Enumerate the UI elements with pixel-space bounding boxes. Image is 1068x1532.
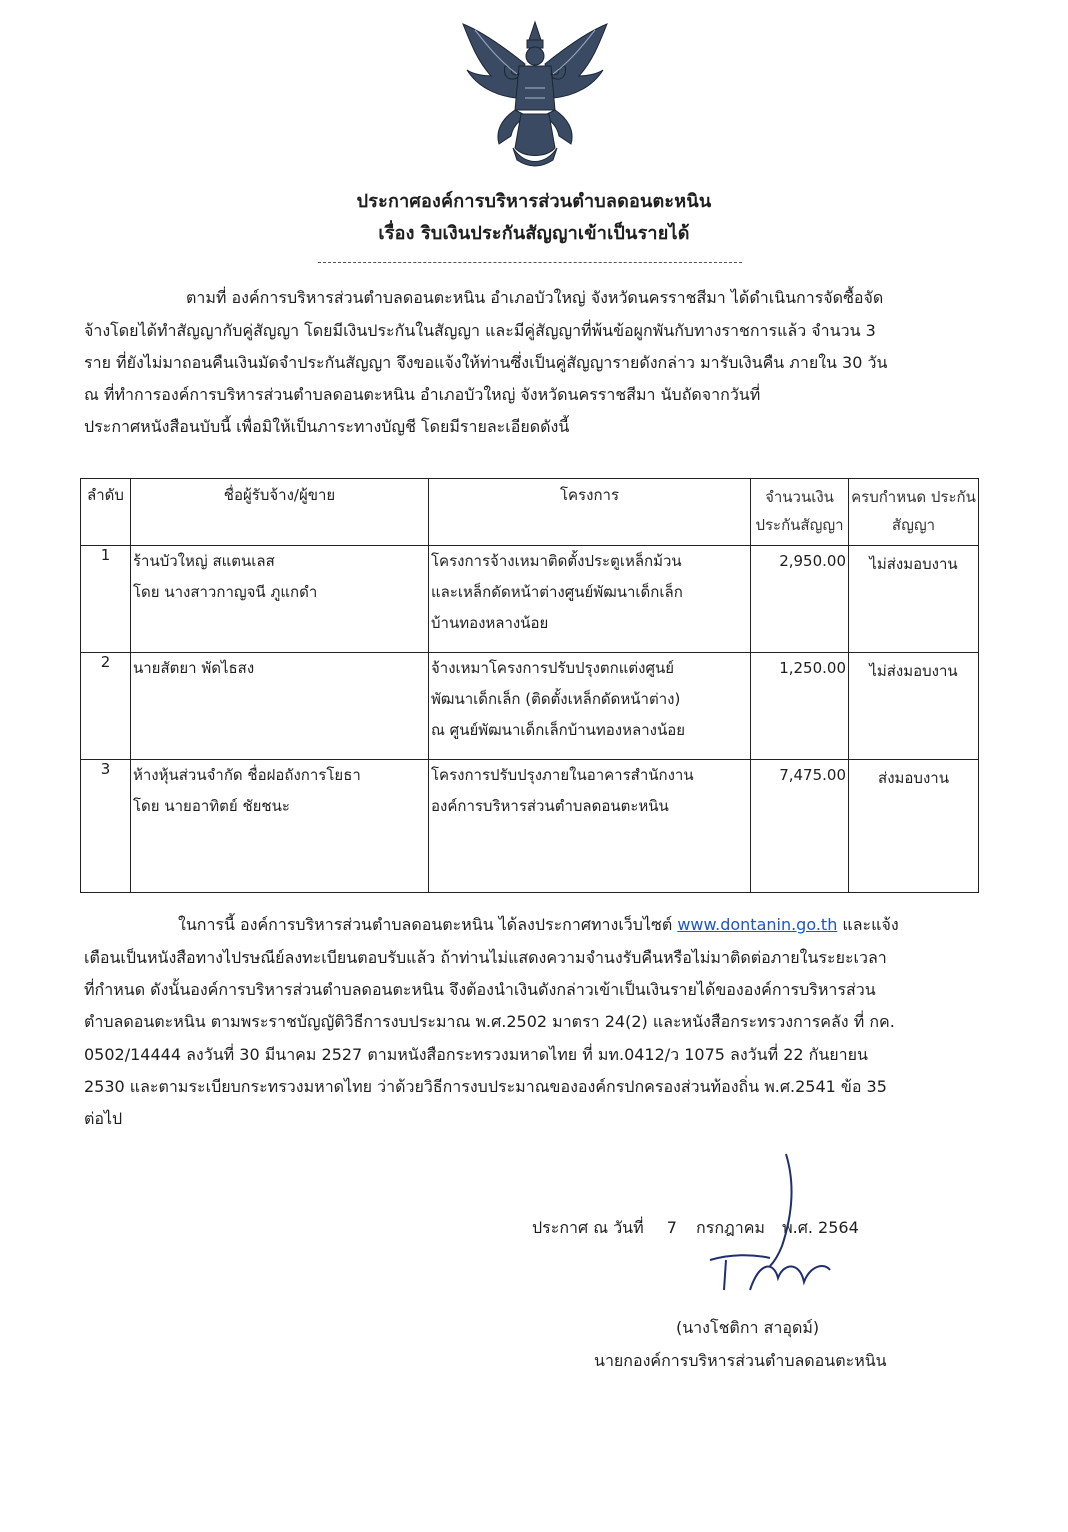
handwritten-signature: [690, 1150, 870, 1300]
table-row: [81, 653, 979, 760]
row-status: ไม่ส่งมอบงาน: [849, 546, 979, 653]
closing-line-5: 0502/14444 ลงวันที่ 30 มีนาคม 2527 ตามหนังสือกระทรวงมหาดไทย ที่ มท.0412/ว 1075 ลงวันที่ 22 กันยายน: [84, 1045, 868, 1064]
project-line: โครงการจ้างเหมาติดตั้งประตูเหล็กม้วน: [431, 552, 682, 570]
project-line: โครงการปรับปรุงภายในอาคารสำนักงาน: [431, 766, 694, 784]
closing-line-7: ต่อไป: [84, 1109, 123, 1128]
table-row: [81, 546, 979, 653]
contractor-line: โดย นายอาทิตย์ ชัยชนะ: [133, 797, 290, 815]
row-status: ส่งมอบงาน: [849, 760, 979, 893]
header-due: [849, 479, 979, 546]
intro-line-1: ตามที่ องค์การบริหารส่วนตำบลดอนตะหนิน อำเภอบัวใหญ่ จังหวัดนครราชสีมา ได้ดำเนินการจัดซื้อจัด: [186, 288, 884, 307]
header-due-line-2: ประกันสัญญา: [891, 488, 976, 534]
intro-line-4: ณ ที่ทำการองค์การบริหารส่วนตำบลดอนตะหนิน อำเภอบัวใหญ่ จังหวัดนครราชสีมา นับถัดจากวันที่: [84, 385, 761, 404]
table-row: [81, 760, 979, 893]
closing-text: และแจ้ง: [837, 915, 899, 934]
project-line: องค์การบริหารส่วนตำบลดอนตะหนิน: [431, 797, 669, 815]
closing-line-1: [178, 910, 899, 940]
row-project: [429, 653, 751, 760]
header-name: ชื่อผู้รับจ้าง/ผู้ขาย: [131, 479, 429, 546]
date-year: พ.ศ. 2564: [782, 1218, 859, 1237]
project-line: บ้านทองหลางน้อย: [431, 614, 549, 632]
signatory-title: นายกองค์การบริหารส่วนตำบลดอนตะหนิน: [594, 1351, 887, 1370]
header-amount-line-2: ประกันสัญญา: [755, 516, 844, 534]
row-no: 3: [81, 760, 131, 893]
row-amount: 7,475.00: [751, 760, 849, 893]
project-line: ณ ศูนย์พัฒนาเด็กเล็กบ้านทองหลางน้อย: [431, 721, 686, 739]
header-project: โครงการ: [429, 479, 751, 546]
row-contractor: [131, 653, 429, 760]
project-line: พัฒนาเด็กเล็ก (ติดตั้งเหล็กดัดหน้าต่าง): [431, 690, 681, 708]
contractor-line: ห้างหุ้นส่วนจำกัด ชื่อฝอถังการโยธา: [133, 766, 361, 784]
header-due-line-1: ครบกำหนด: [851, 488, 927, 506]
announcement-title: ประกาศองค์การบริหารส่วนตำบลดอนตะหนิน: [356, 191, 712, 212]
row-contractor: [131, 546, 429, 653]
table-header-row: [81, 479, 979, 546]
row-amount: 1,250.00: [751, 653, 849, 760]
closing-line-6: 2530 และตามระเบียบกระทรวงมหาดไทย ว่าด้วยวิธีการงบประมาณขององค์กรปกครองส่วนท้องถิ่น พ.ศ.2541 ข้อ 35: [84, 1077, 887, 1096]
header-amount-line-1: จำนวนเงิน: [765, 488, 834, 506]
website-link[interactable]: www.dontanin.go.th: [677, 915, 838, 934]
signatory-name: (นางโชติกา สาอุดม์): [676, 1318, 820, 1337]
closing-line-2: เตือนเป็นหนังสือทางไปรษณีย์ลงทะเบียนตอบรับแล้ว ถ้าท่านไม่แสดงความจำนงรับคืนหรือไม่มาติดต่อภายในระยะเวลา: [84, 948, 887, 967]
project-line: และเหล็กดัดหน้าต่างศูนย์พัฒนาเด็กเล็ก: [431, 583, 683, 601]
row-no: 1: [81, 546, 131, 653]
closing-text: ในการนี้ องค์การบริหารส่วนตำบลดอนตะหนิน ได้ลงประกาศทางเว็บไซต์: [178, 915, 678, 934]
closing-line-3: ที่กำหนด ดังนั้นองค์การบริหารส่วนตำบลดอนตะหนิน จึงต้องนำเงินดังกล่าวเข้าเป็นเงินรายได้ขององค์การบริหารส่วน: [84, 980, 876, 999]
header-no: ลำดับ: [81, 479, 131, 546]
intro-line-2: จ้างโดยได้ทำสัญญากับคู่สัญญา โดยมีเงินประกันในสัญญา และมีคู่สัญญาที่พ้นข้อผูกพันกับทางราชการแล้ว จำนวน 3: [84, 321, 876, 340]
row-project: [429, 546, 751, 653]
row-no: 2: [81, 653, 131, 760]
closing-line-4: ตำบลดอนตะหนิน ตามพระราชบัญญัติวิธีการงบประมาณ พ.ศ.2502 มาตรา 24(2) และหนังสือกระทรวงการคลัง ที่ กค.: [84, 1012, 895, 1031]
intro-line-3: ราย ที่ยังไม่มาถอนคืนเงินมัดจำประกันสัญญา จึงขอแจ้งให้ท่านซึ่งเป็นคู่สัญญารายดังกล่าว มารับเงินคืน ภายใน 30 วัน: [84, 353, 888, 372]
header-amount: [751, 479, 849, 546]
intro-line-5: ประกาศหนังสือนบับนี้ เพื่อมิให้เป็นภาระทางบัญชี โดยมีรายละเอียดดังนี้: [84, 417, 570, 436]
row-status: ไม่ส่งมอบงาน: [849, 653, 979, 760]
announcement-subject: เรื่อง ริบเงินประกันสัญญาเข้าเป็นรายได้: [378, 223, 690, 244]
row-contractor: [131, 760, 429, 893]
date-day: 7: [666, 1218, 677, 1237]
title-divider: [318, 262, 742, 263]
garuda-emblem-icon: [455, 18, 615, 168]
contractor-line: โดย นางสาวกาญจนี ภูแกดำ: [133, 583, 318, 601]
date-month: กรกฎาคม: [696, 1218, 765, 1237]
row-amount: 2,950.00: [751, 546, 849, 653]
contractor-line: นายสัตยา พัดไธสง: [133, 659, 255, 677]
row-project: [429, 760, 751, 893]
contracts-table: [80, 478, 979, 893]
project-line: จ้างเหมาโครงการปรับปรุงตกแต่งศูนย์: [431, 659, 675, 677]
contractor-line: ร้านบัวใหญ่ สแตนเลส: [133, 552, 275, 570]
date-prefix: ประกาศ ณ วันที่: [532, 1218, 644, 1237]
